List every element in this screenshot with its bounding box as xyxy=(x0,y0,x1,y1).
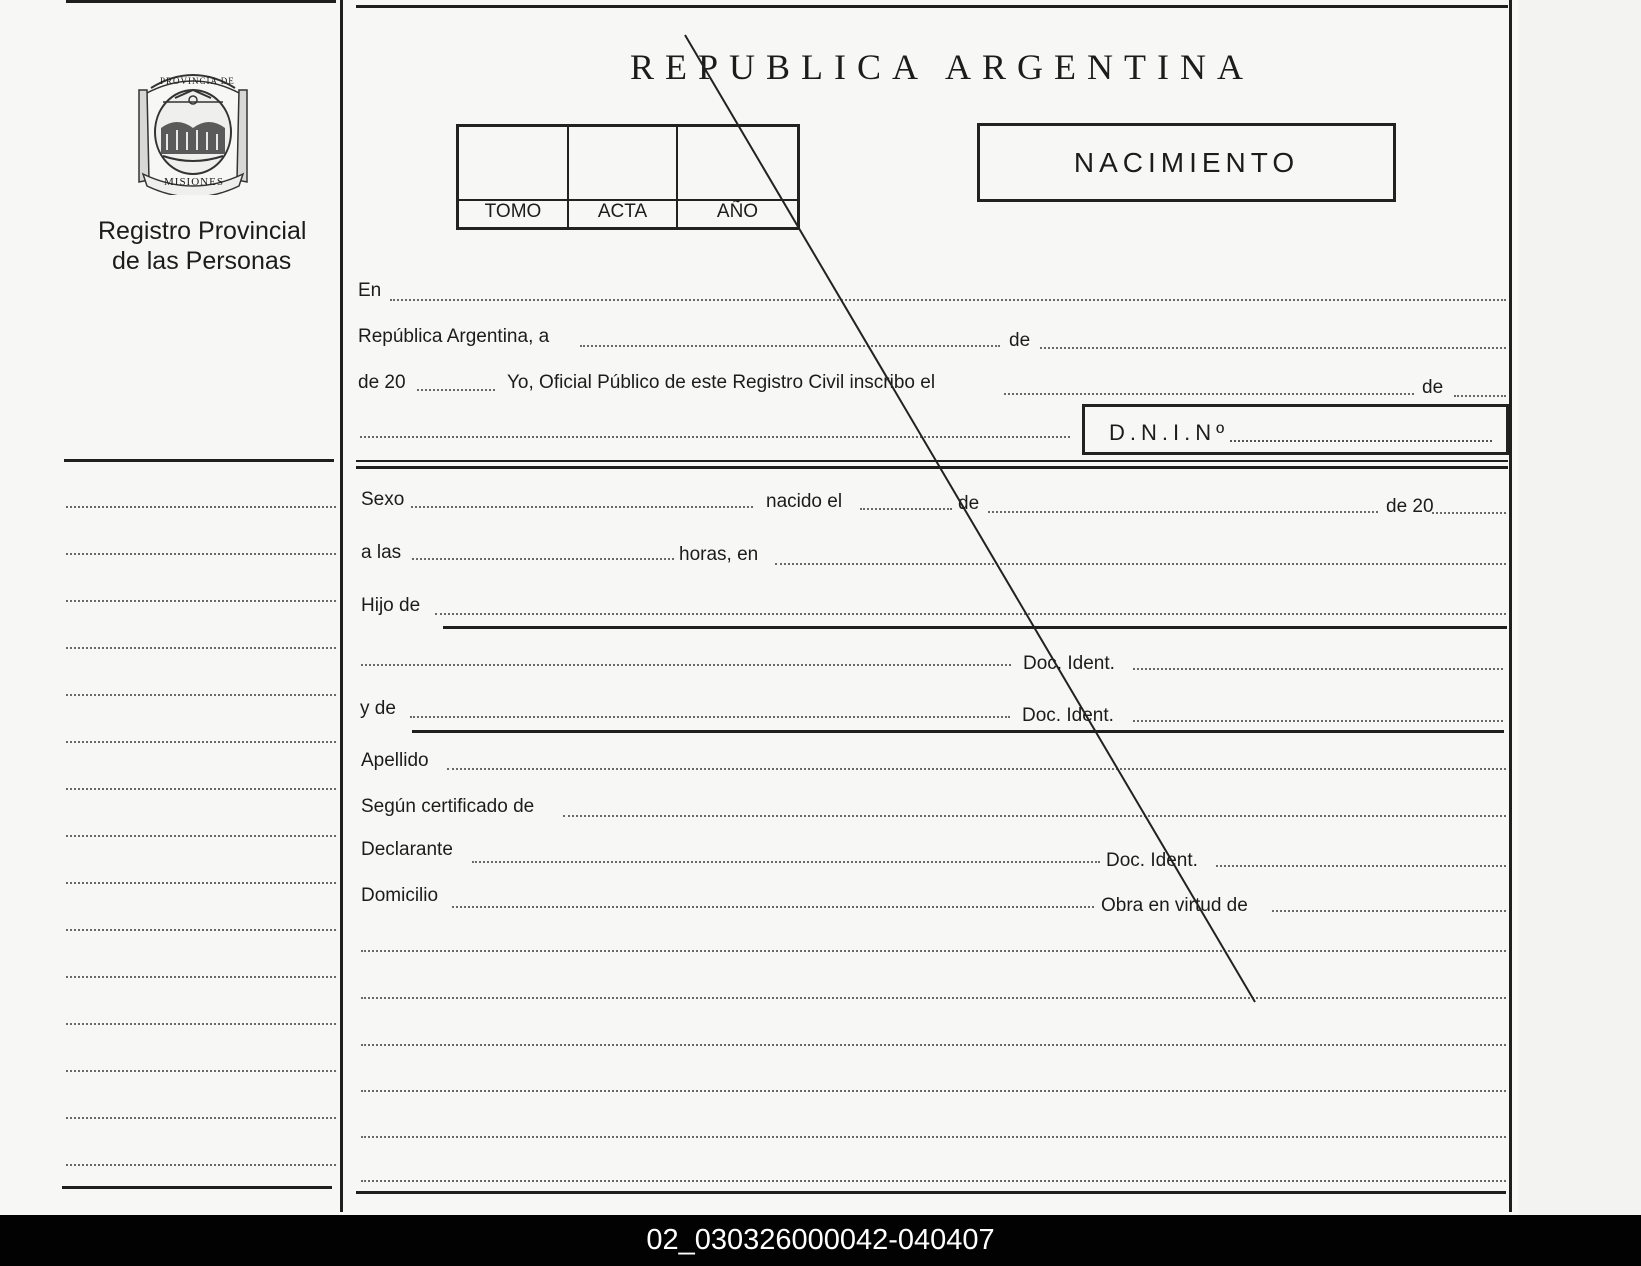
de-20-label: de 20 xyxy=(358,372,406,393)
apellido-label: Apellido xyxy=(361,750,429,771)
domicilio-label: Domicilio xyxy=(361,885,439,906)
org-name-line1: Registro Provincial xyxy=(98,217,307,245)
record-type-box: NACIMIENTO xyxy=(977,123,1396,202)
doc-ident-label-1: Doc. Ident. xyxy=(1023,653,1115,674)
de-20-label-2: de 20 xyxy=(1386,496,1434,517)
org-name-line2: de las Personas xyxy=(112,247,292,275)
seal-ring-top-text: PROVINCIA DE xyxy=(160,76,235,86)
dni-label: D.N.I.Nº xyxy=(1109,420,1230,445)
a-las-label: a las xyxy=(361,542,402,563)
de-label: de xyxy=(1009,330,1031,351)
segun-certificado-label: Según certificado de xyxy=(361,796,535,817)
doc-ident-label-2: Doc. Ident. xyxy=(1022,705,1114,726)
nacido-el-label: nacido el xyxy=(766,491,843,512)
y-de-label: y de xyxy=(360,698,396,719)
horas-en-label: horas, en xyxy=(679,544,759,565)
republica-label: República Argentina, a xyxy=(358,326,550,347)
obra-en-virtud-label: Obra en virtud de xyxy=(1101,895,1248,916)
tomo-label: TOMO xyxy=(484,201,542,222)
page-title: REPUBLICA ARGENTINA xyxy=(630,47,1255,87)
de-label-2: de xyxy=(1422,377,1444,398)
yo-oficial-label: Yo, Oficial Público de este Registro Civil inscribo el xyxy=(507,372,936,393)
sexo-label: Sexo xyxy=(361,489,405,510)
declarante-label: Declarante xyxy=(361,839,453,860)
anio-label: AÑO xyxy=(716,201,759,222)
hijo-de-label: Hijo de xyxy=(361,595,421,616)
en-label: En xyxy=(358,280,382,301)
acta-label: ACTA xyxy=(597,201,648,222)
seal-ring-bottom-text: MISIONES xyxy=(164,176,224,188)
doc-ident-label-3: Doc. Ident. xyxy=(1106,850,1198,871)
de-label-3: de xyxy=(958,493,980,514)
scan-id-label: 02_030326000042-040407 xyxy=(0,1215,1641,1266)
